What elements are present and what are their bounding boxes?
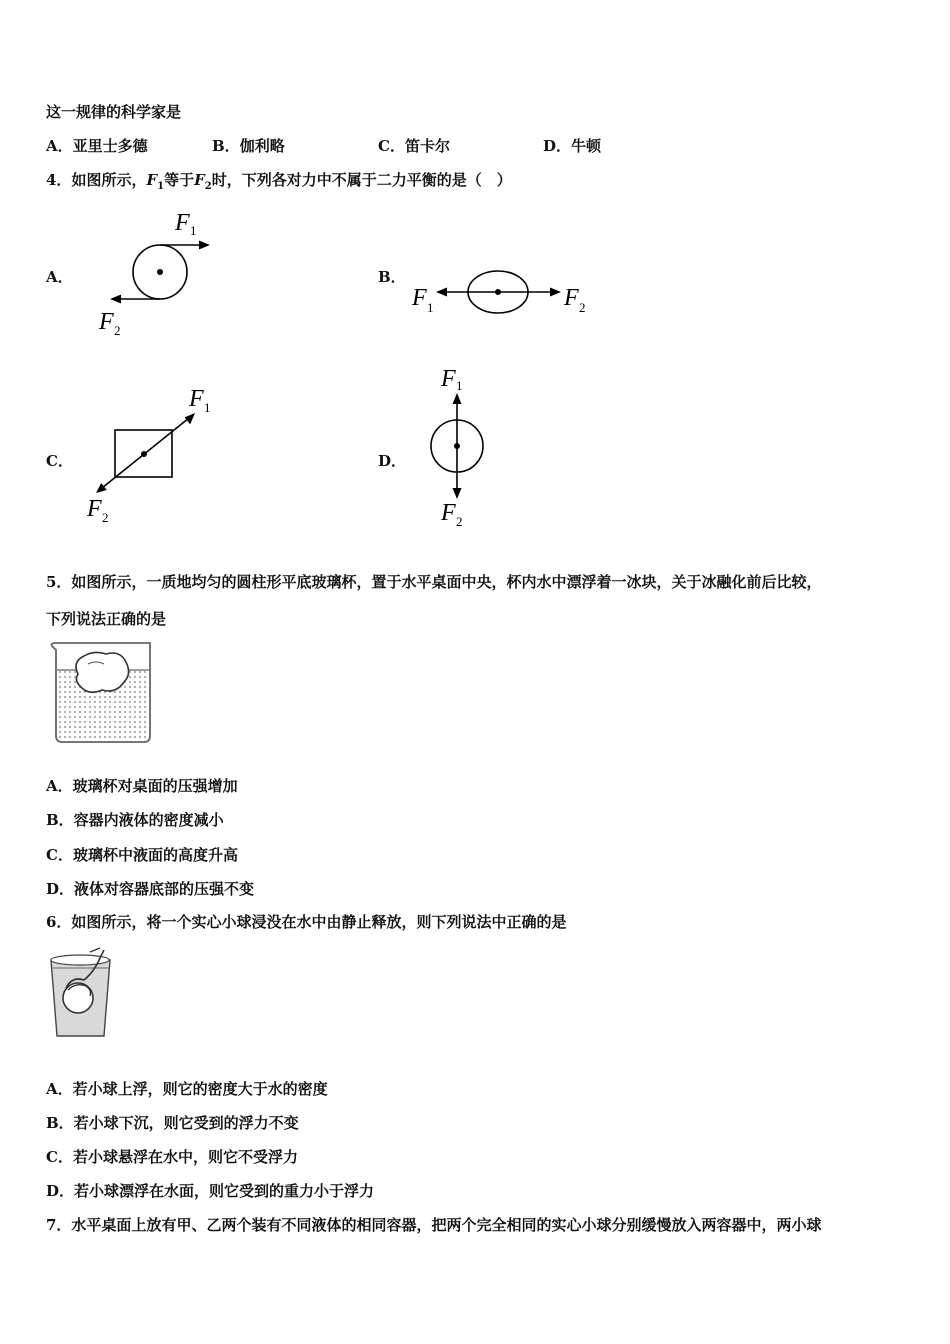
q6-option-c: C．若小球悬浮在水中，则它不受浮力 <box>46 1148 298 1166</box>
q4-figure-b <box>410 260 600 320</box>
q7-stem: 7．水平桌面上放有甲、乙两个装有不同液体的相同容器，把两个完全相同的实心小球分别缓慢放入两容器中，两小球 <box>46 1216 822 1234</box>
figure-b-f1: F <box>412 285 427 311</box>
q6-cup-figure <box>48 946 118 1042</box>
figure-d-f2: F <box>441 500 456 526</box>
q6-option-a: A．若小球上浮，则它的密度大于水的密度 <box>46 1080 328 1098</box>
figure-a-f1: F <box>175 210 190 236</box>
q5-option-c: C．玻璃杯中液面的高度升高 <box>46 846 238 864</box>
q3-tail: 这一规律的科学家是 <box>46 103 182 121</box>
figure-a-f1-sub: 1 <box>190 223 197 238</box>
figure-b-f1-sub: 1 <box>427 300 434 315</box>
figure-a-f2-sub: 2 <box>114 323 121 338</box>
q3-option-c: C．笛卡尔 <box>378 137 450 155</box>
q5-beaker-figure <box>48 640 158 746</box>
q4-figure-d <box>420 362 500 532</box>
q6-option-d: D．若小球漂浮在水面，则它受到的重力小于浮力 <box>46 1182 375 1200</box>
figure-d-f1: F <box>441 366 456 392</box>
q5-option-b: B．容器内液体的密度减小 <box>46 811 224 829</box>
q5-stem-line1: 5．如图所示，一质地均匀的圆柱形平底玻璃杯，置于水平桌面中央，杯内水中漂浮着一冰块，关于冰融化前后比较， <box>46 573 822 591</box>
q4-figure-b-label: B． <box>378 268 406 286</box>
q4-stem: 4．如图所示，$F_1$等于$F_2$时，下列各对力中不属于二力平衡的是（ ） <box>46 171 512 192</box>
q3-option-a: A．亚里士多德 <box>46 137 148 155</box>
q4-figure-d-label: D． <box>378 452 407 470</box>
q6-stem: 6．如图所示，将一个实心小球浸没在水中由静止释放，则下列说法中正确的是 <box>46 913 567 931</box>
figure-b-f2-sub: 2 <box>579 300 586 315</box>
q3-option-d: D．牛顿 <box>543 137 602 155</box>
q6-option-b: B．若小球下沉，则它受到的浮力不变 <box>46 1114 299 1132</box>
figure-c-f1: F <box>189 386 204 412</box>
q5-option-d: D．液体对容器底部的压强不变 <box>46 880 255 898</box>
q5-stem-line2: 下列说法正确的是 <box>46 610 167 628</box>
figure-c-f2: F <box>87 496 102 522</box>
q4-figure-a-label: A． <box>46 268 73 286</box>
figure-a-f2: F <box>99 309 114 335</box>
q5-option-a: A．玻璃杯对桌面的压强增加 <box>46 777 238 795</box>
q4-figure-c <box>85 382 225 532</box>
figure-b-f2: F <box>564 285 579 311</box>
figure-c-f1-sub: 1 <box>204 400 211 415</box>
figure-c-f2-sub: 2 <box>102 510 109 525</box>
q4-figure-c-label: C． <box>46 452 73 470</box>
q3-option-b: B．伽利略 <box>212 137 285 155</box>
figure-d-f2-sub: 2 <box>456 514 463 529</box>
figure-d-f1-sub: 1 <box>456 378 463 393</box>
q4-figure-a <box>95 205 225 345</box>
